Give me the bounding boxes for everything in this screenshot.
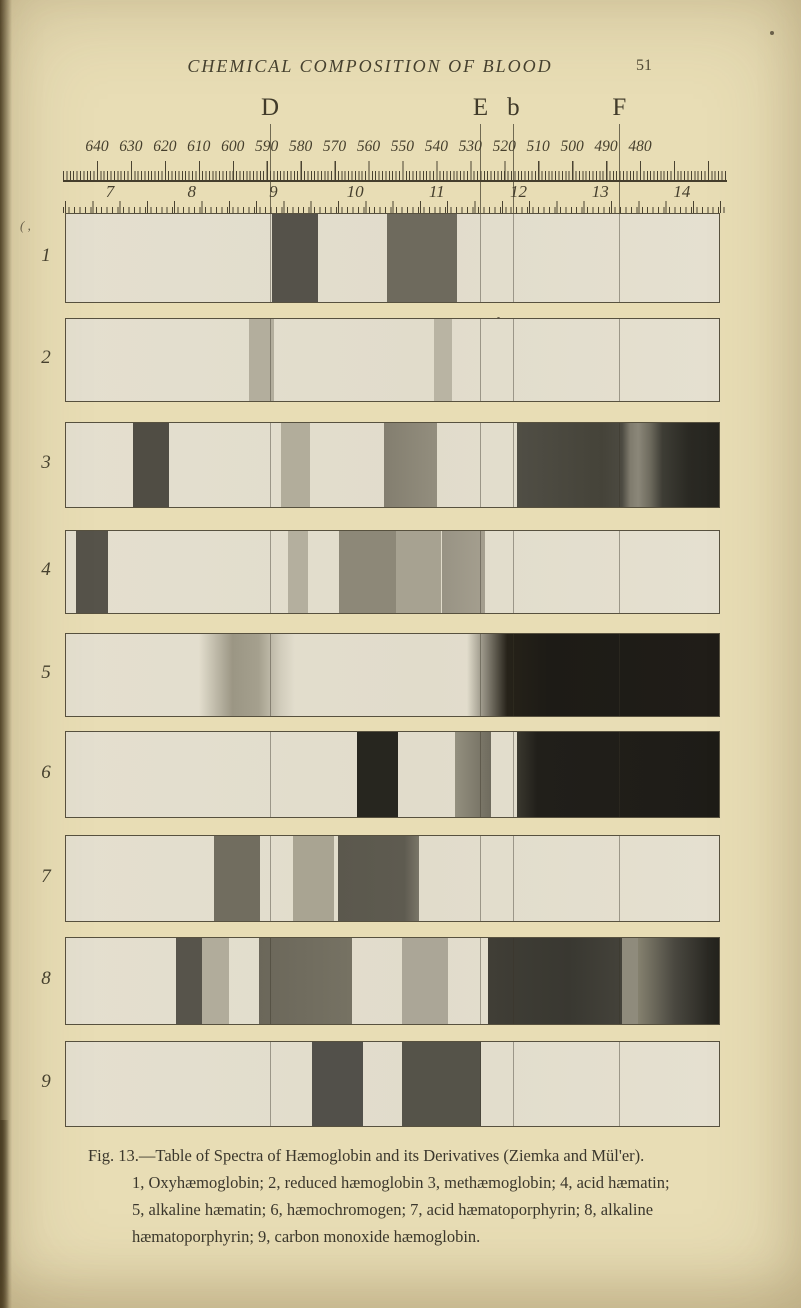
reference-line-b xyxy=(513,836,514,921)
reference-line-E xyxy=(480,531,481,613)
wavelength-label: 570 xyxy=(322,138,347,155)
wavelength-label: 620 xyxy=(153,138,177,155)
absorption-band xyxy=(76,531,109,613)
reference-line-E xyxy=(480,423,481,507)
spectrum-row-alkaline haematoporphyrin xyxy=(65,937,720,1025)
absorption-band xyxy=(214,836,260,921)
absorption-band xyxy=(133,423,170,507)
spectrum-row-oxyhaemoglobin xyxy=(65,213,720,303)
absorption-band xyxy=(402,1042,481,1126)
absorption-band xyxy=(622,938,638,1024)
reference-line-D xyxy=(270,938,271,1024)
caption-line: 5, alkaline hæmatin; 6, hæmochromogen; 7, acid hæmatoporphyrin; 8, alkaline xyxy=(132,1200,654,1219)
row-number: 5 xyxy=(41,662,51,683)
spectrum-row-reduced haemoglobin xyxy=(65,318,720,402)
absorption-band xyxy=(293,836,335,921)
fraunhofer-letter: D xyxy=(261,94,280,121)
lower-scale-number: 9 xyxy=(269,182,278,201)
reference-line-D xyxy=(270,319,271,401)
spectrum-row-alkaline haematin xyxy=(65,633,720,717)
stray-print-mark: ( , xyxy=(20,218,31,233)
wavelength-label: 490 xyxy=(594,138,618,155)
reference-line-F xyxy=(619,732,620,817)
wavelength-label: 630 xyxy=(119,138,143,155)
wavelength-label: 580 xyxy=(288,138,313,155)
absorption-band xyxy=(274,319,433,401)
absorption-band xyxy=(259,938,352,1024)
wavelength-label: 530 xyxy=(458,138,482,155)
row-number: 7 xyxy=(41,865,51,887)
caption-line: 1, Oxyhæmoglobin; 2, reduced hæmoglobin 3, methæmoglobin; 4, acid hæmatin; xyxy=(132,1173,670,1192)
paper-speck xyxy=(770,31,774,35)
absorption-band xyxy=(199,634,296,716)
row-number: 9 xyxy=(41,1071,51,1092)
reference-line-D xyxy=(270,836,271,921)
spectrum-row-haemochromogen xyxy=(65,731,720,818)
spectrum-row-carbon monoxide haemoglobin xyxy=(65,1041,720,1127)
row-number: 6 xyxy=(41,761,51,783)
absorption-band xyxy=(434,319,452,401)
spectrum-row-methaemoglobin xyxy=(65,422,720,508)
reference-line-F xyxy=(619,938,620,1024)
secondary-tick-ruler xyxy=(63,201,727,213)
reference-line-E xyxy=(480,1042,481,1126)
absorption-band xyxy=(488,938,622,1024)
reference-line-D xyxy=(270,732,271,817)
lower-scale-number: 7 xyxy=(105,182,115,201)
reference-line-E xyxy=(480,214,481,302)
absorption-band xyxy=(288,531,308,613)
binding-smudge xyxy=(0,1120,9,1308)
caption-line: hæmatoporphyrin; 9, carbon monoxide hæmoglobin. xyxy=(132,1227,481,1246)
reference-line-F xyxy=(619,214,620,302)
row-number: 1 xyxy=(41,245,51,266)
absorption-band xyxy=(202,938,229,1024)
reference-line-b xyxy=(513,214,514,302)
wavelength-label: 540 xyxy=(424,138,448,155)
absorption-band xyxy=(339,531,396,613)
reference-line-D xyxy=(270,1042,271,1126)
wavelength-label: 510 xyxy=(526,138,550,155)
absorption-band xyxy=(396,531,442,613)
reference-line-E xyxy=(480,938,481,1024)
reference-line-F xyxy=(619,423,620,507)
reference-line-b xyxy=(513,531,514,613)
wavelength-label: 600 xyxy=(221,138,245,155)
row-number: 8 xyxy=(41,968,51,989)
wavelength-label: 610 xyxy=(187,138,211,155)
lower-scale-number: 8 xyxy=(187,182,196,201)
absorption-band xyxy=(638,938,719,1024)
reference-line-b xyxy=(513,423,514,507)
caption-line: Fig. 13.—Table of Spectra of Hæmoglobin and its Derivatives (Ziemka and Mül'er). xyxy=(88,1146,645,1165)
absorption-band xyxy=(442,531,485,613)
row-number: 2 xyxy=(41,347,51,368)
lower-scale-number: 13 xyxy=(591,182,609,201)
wavelength-label: 640 xyxy=(85,138,109,155)
reference-line-b xyxy=(513,634,514,716)
absorption-band xyxy=(272,214,318,302)
reference-line-E xyxy=(480,836,481,921)
wavelength-label: 480 xyxy=(628,138,652,155)
page-binding-shadow xyxy=(0,0,12,1308)
lower-scale-number: 10 xyxy=(346,182,364,201)
absorption-band xyxy=(455,732,492,817)
figure-caption xyxy=(88,1142,728,1250)
reference-line-D xyxy=(270,214,271,302)
spectrum-row-acid haematin xyxy=(65,530,720,614)
page-number: 51 xyxy=(636,57,652,74)
lower-scale-number: 11 xyxy=(428,182,445,201)
wavelength-tick-ruler xyxy=(63,161,727,182)
absorption-band xyxy=(312,1042,364,1126)
row-number: 3 xyxy=(41,452,51,473)
absorption-band xyxy=(176,938,202,1024)
wavelength-label: 520 xyxy=(492,138,516,155)
reference-line-b xyxy=(513,938,514,1024)
spectrum-row-acid haematoporphyrin xyxy=(65,835,720,922)
fraunhofer-letter: b xyxy=(507,94,520,121)
reference-line-D xyxy=(270,423,271,507)
row-number: 4 xyxy=(41,559,51,580)
reference-line-b xyxy=(513,319,514,401)
reference-line-F xyxy=(619,319,620,401)
reference-line-D xyxy=(270,531,271,613)
reference-line-E xyxy=(480,319,481,401)
reference-line-F xyxy=(619,634,620,716)
wavelength-label: 560 xyxy=(356,138,381,155)
absorption-band xyxy=(338,836,419,921)
absorption-band xyxy=(384,423,437,507)
reference-line-E xyxy=(480,634,481,716)
reference-line-b xyxy=(513,1042,514,1126)
wavelength-label: 550 xyxy=(390,138,415,155)
absorption-band xyxy=(281,423,309,507)
wavelength-label: 500 xyxy=(560,138,584,155)
reference-line-b xyxy=(513,732,514,817)
absorption-band xyxy=(357,732,398,817)
wavelength-label: 590 xyxy=(255,138,279,155)
absorption-band xyxy=(402,938,448,1024)
reference-line-D xyxy=(270,634,271,716)
running-header: CHEMICAL COMPOSITION OF BLOOD xyxy=(187,56,553,76)
reference-line-F xyxy=(619,531,620,613)
reference-line-F xyxy=(619,1042,620,1126)
reference-line-E xyxy=(480,732,481,817)
absorption-band xyxy=(467,634,719,716)
absorption-band xyxy=(387,214,457,302)
fraunhofer-letter: F xyxy=(612,94,627,121)
reference-line-F xyxy=(619,836,620,921)
lower-scale-number: 14 xyxy=(673,182,691,201)
fraunhofer-letter: E xyxy=(472,94,489,121)
lower-scale-number: 12 xyxy=(510,182,527,201)
